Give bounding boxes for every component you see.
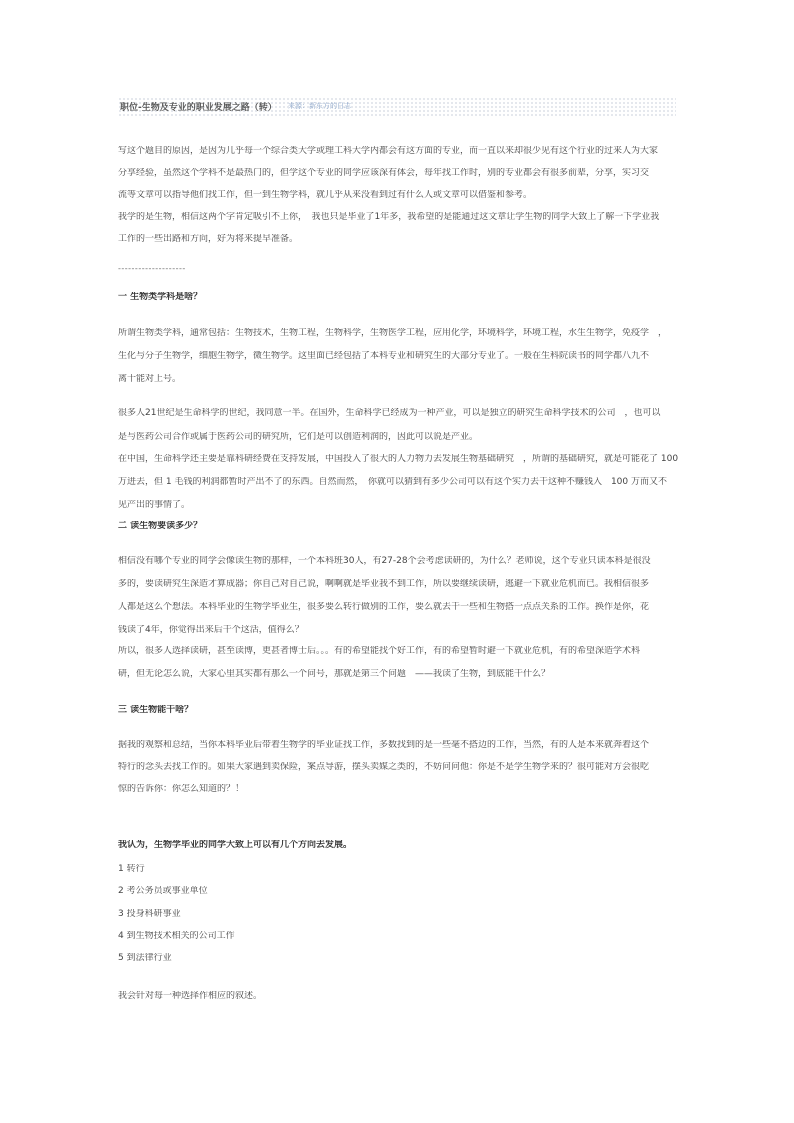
section-line: 特行的念头去找工作的。如果大家遇到卖保险，案点导游，摆头卖媒之类的，不妨问问他：你是不是学生物学来的？很可能对方会很吃 <box>118 762 650 772</box>
section-line: 钱读了4年，你觉得出来后干个这活，值得么？ <box>118 625 304 635</box>
section-line: 是与医药公司合作或属于医药公司的研究所，它们是可以创造利润的，因此可以说是产业。 <box>118 432 479 442</box>
intro-line: 我学的是生物，相信这两个字肯定吸引不上你， 我也只是毕业了1年多，我希望的是能通过这文章让学生物的同学大致上了解一下学业我 <box>118 212 660 222</box>
section-line: 人都是这么个想法。本科毕业的生物学毕业生，很多要么转行做别的工作，要么就去干一些和生物搭一点点关系的工作。换作是你，花 <box>118 602 650 612</box>
section-line: 相信没有哪个专业的同学会像读生物的那样，一个本科班30人，有27-28个会考虑读研的，为什么？老师说，这个专业只读本科是很没 <box>118 556 651 566</box>
list-item: 5 到法律行业 <box>118 953 172 963</box>
section-line: 研，但无论怎么说，大家心里其实都有那么一个问号，那就是第三个问题 ——我读了生物，到底能干什么？ <box>118 669 551 679</box>
list-item: 1 转行 <box>118 864 145 874</box>
intro-line: 写这个题目的原因，是因为几乎每一个综合类大学或理工科大学内都会有这方面的专业，而一直以来却很少见有这个行业的过来人为大家 <box>118 146 659 156</box>
list-item: 3 投身科研事业 <box>118 909 181 919</box>
section-line: 所谓生物类学科，通常包括：生物技术，生物工程，生物科学，生物医学工程，应用化学，环境科学，环境工程，水生生物学，免疫学 ， <box>118 328 668 338</box>
conclusion-heading: 我认为，生物学毕业的同学大致上可以有几个方向去发展。 <box>118 840 353 850</box>
separator: -------------------- <box>118 264 186 273</box>
section-line: 据我的观察和总结，当你本科毕业后带着生物学的毕业证找工作，多数找到的是一些毫不搭边的工作，当然，有的人是本来就奔着这个 <box>118 740 650 750</box>
list-item: 4 到生物技术相关的公司工作 <box>118 931 235 941</box>
title-bar <box>118 97 676 117</box>
section-line: 多的，要读研究生深造才算成器；你自己对自己说，啊啊就是毕业我不到工作，所以要继续读研，逃避一下就业危机而已。我相信很多 <box>118 579 650 589</box>
section-line: 万进去，但 1 毛钱的利润都暂时产出不了的东西。自然而然， 你就可以猜到有多少公司可以有这个实力去干这种不赚钱入 100 万而又不 <box>118 477 667 487</box>
section-line: 离十能对上号。 <box>118 374 182 384</box>
intro-line: 流等文章可以指导他们找工作，但一到生物学科，就几乎从来没看到过有什么人或文章可以借鉴和参考。 <box>118 190 533 200</box>
closing-text: 我会针对每一种选择作相应的叙述。 <box>118 991 263 1001</box>
section-heading: 一 生物类学科是啥？ <box>118 292 203 302</box>
section-heading: 三 读生物能干啥？ <box>118 705 194 715</box>
section-line: 很多人21世纪是生命科学的世纪，我同意一半。在国外，生命科学已经成为一种产业，可以是独立的研究生命科学技术的公司 ，也可以 <box>118 408 661 418</box>
intro-line: 工作的一些出路和方向，好为将来提早准备。 <box>118 234 299 244</box>
list-item: 2 考公务员或事业单位 <box>118 886 208 896</box>
page-title: 职位-生物及专业的职业发展之路（转） <box>120 103 277 113</box>
intro-line: 分享经验，虽然这个学科不是最热门的，但学这个专业的同学应该深有体会，每年找工作时，别的专业都会有很多前辈，分享，实习交 <box>118 168 650 178</box>
section-heading: 二 读生物要读多少？ <box>118 521 203 531</box>
section-line: 所以，很多人选择读研，甚至读博，更甚者博士后。。。有的希望能找个好工作，有的希望暂时避一下就业危机，有的希望深造学术科 <box>118 646 641 656</box>
section-line: 在中国，生命科学还主要是靠科研经费在支持发展，中国投入了很大的人力物力去发展生物基础研究 ，所谓的基础研究，就是可能花了 100 <box>118 454 678 464</box>
title-source-link[interactable]: 来源：新东方的日志 <box>288 102 351 110</box>
section-line: 见产出的事情了。 <box>118 500 191 510</box>
section-line: 惊的告诉你：你怎么知道的？！ <box>118 784 245 794</box>
section-line: 生化与分子生物学，细胞生物学，微生物学。这里面已经包括了本科专业和研究生的大部分专业了。一般在生科院读书的同学都八九不 <box>118 351 650 361</box>
